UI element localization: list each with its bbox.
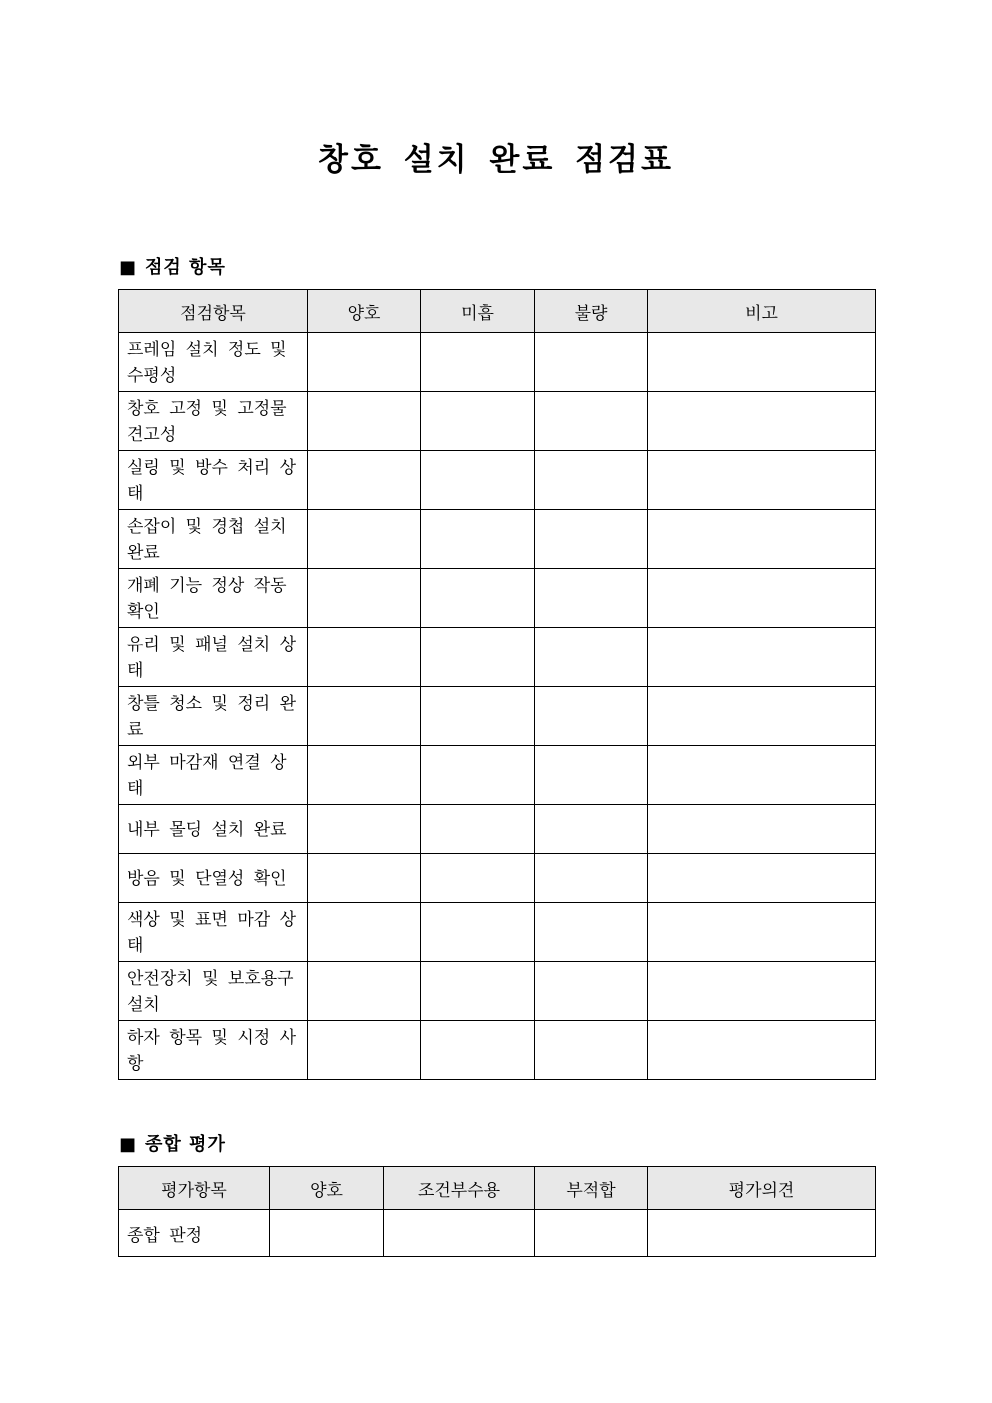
header-inspection-item: 점검항목 xyxy=(119,290,308,333)
item-label: 유리 및 패널 설치 상태 xyxy=(119,628,308,687)
cell-defective[interactable] xyxy=(535,1021,648,1080)
cell-good[interactable] xyxy=(308,392,421,451)
cell-good[interactable] xyxy=(270,1210,384,1257)
cell-defective[interactable] xyxy=(535,746,648,805)
cell-defective[interactable] xyxy=(535,333,648,392)
cell-remarks[interactable] xyxy=(648,962,876,1021)
table-row xyxy=(119,392,876,451)
item-label: 창틀 청소 및 정리 완료 xyxy=(119,687,308,746)
cell-insufficient[interactable] xyxy=(421,510,535,569)
cell-insufficient[interactable] xyxy=(421,903,535,962)
header-good: 양호 xyxy=(308,290,421,333)
section-heading-overall-evaluation xyxy=(119,1130,226,1156)
header-good: 양호 xyxy=(270,1167,384,1210)
table-row xyxy=(119,451,876,510)
cell-good[interactable] xyxy=(308,687,421,746)
cell-defective[interactable] xyxy=(535,392,648,451)
document-title: 창호 설치 완료 점검표 xyxy=(318,142,674,178)
item-label: 실링 및 방수 처리 상태 xyxy=(119,451,308,510)
cell-good[interactable] xyxy=(308,805,421,854)
square-bullet-icon: ■ xyxy=(119,1134,138,1155)
cell-insufficient[interactable] xyxy=(421,451,535,510)
item-label: 프레임 설치 정도 및 수평성 xyxy=(119,333,308,392)
cell-insufficient[interactable] xyxy=(421,805,535,854)
item-label: 종합 판정 xyxy=(119,1210,270,1257)
table-row xyxy=(119,805,876,854)
cell-remarks[interactable] xyxy=(648,1021,876,1080)
cell-remarks[interactable] xyxy=(648,903,876,962)
cell-remarks[interactable] xyxy=(648,746,876,805)
section-heading-text: 점검 항목 xyxy=(145,257,226,278)
cell-good[interactable] xyxy=(308,903,421,962)
cell-good[interactable] xyxy=(308,569,421,628)
cell-good[interactable] xyxy=(308,510,421,569)
table-row xyxy=(119,510,876,569)
cell-good[interactable] xyxy=(308,962,421,1021)
item-label: 창호 고정 및 고정물 견고성 xyxy=(119,392,308,451)
item-label: 하자 항목 및 시정 사항 xyxy=(119,1021,308,1080)
table-row xyxy=(119,903,876,962)
table-header-row xyxy=(119,290,876,333)
item-label: 내부 몰딩 설치 완료 xyxy=(119,805,308,854)
item-label: 개폐 기능 정상 작동 확인 xyxy=(119,569,308,628)
item-label: 안전장치 및 보호용구 설치 xyxy=(119,962,308,1021)
cell-remarks[interactable] xyxy=(648,805,876,854)
cell-conditional-acceptance[interactable] xyxy=(384,1210,535,1257)
evaluation-table xyxy=(118,1166,876,1257)
cell-defective[interactable] xyxy=(535,903,648,962)
header-conditional-acceptance: 조건부수용 xyxy=(384,1167,535,1210)
cell-remarks[interactable] xyxy=(648,392,876,451)
cell-remarks[interactable] xyxy=(648,451,876,510)
cell-defective[interactable] xyxy=(535,451,648,510)
header-evaluation-item: 평가항목 xyxy=(119,1167,270,1210)
cell-good[interactable] xyxy=(308,451,421,510)
cell-remarks[interactable] xyxy=(648,569,876,628)
cell-nonconforming[interactable] xyxy=(535,1210,648,1257)
cell-insufficient[interactable] xyxy=(421,628,535,687)
table-row xyxy=(119,1210,876,1257)
cell-insufficient[interactable] xyxy=(421,687,535,746)
cell-good[interactable] xyxy=(308,1021,421,1080)
cell-remarks[interactable] xyxy=(648,854,876,903)
cell-remarks[interactable] xyxy=(648,628,876,687)
cell-defective[interactable] xyxy=(535,962,648,1021)
cell-defective[interactable] xyxy=(535,510,648,569)
cell-remarks[interactable] xyxy=(648,687,876,746)
cell-defective[interactable] xyxy=(535,569,648,628)
cell-insufficient[interactable] xyxy=(421,746,535,805)
item-label: 색상 및 표면 마감 상태 xyxy=(119,903,308,962)
cell-defective[interactable] xyxy=(535,687,648,746)
table-row xyxy=(119,962,876,1021)
item-label: 외부 마감재 연결 상태 xyxy=(119,746,308,805)
header-remarks: 비고 xyxy=(648,290,876,333)
cell-good[interactable] xyxy=(308,333,421,392)
table-row xyxy=(119,746,876,805)
inspection-table xyxy=(118,289,876,1080)
cell-insufficient[interactable] xyxy=(421,1021,535,1080)
square-bullet-icon: ■ xyxy=(119,257,138,278)
cell-evaluation-opinion[interactable] xyxy=(648,1210,876,1257)
section-heading-inspection-items xyxy=(119,253,226,279)
header-nonconforming: 부적합 xyxy=(535,1167,648,1210)
cell-defective[interactable] xyxy=(535,854,648,903)
cell-good[interactable] xyxy=(308,746,421,805)
header-defective: 불량 xyxy=(535,290,648,333)
section-heading-text: 종합 평가 xyxy=(145,1134,226,1155)
cell-remarks[interactable] xyxy=(648,510,876,569)
cell-defective[interactable] xyxy=(535,628,648,687)
cell-good[interactable] xyxy=(308,854,421,903)
cell-remarks[interactable] xyxy=(648,333,876,392)
table-row xyxy=(119,854,876,903)
table-row xyxy=(119,569,876,628)
cell-insufficient[interactable] xyxy=(421,333,535,392)
table-row xyxy=(119,333,876,392)
header-evaluation-opinion: 평가의견 xyxy=(648,1167,876,1210)
header-insufficient: 미흡 xyxy=(421,290,535,333)
cell-insufficient[interactable] xyxy=(421,392,535,451)
cell-insufficient[interactable] xyxy=(421,962,535,1021)
cell-insufficient[interactable] xyxy=(421,854,535,903)
table-header-row xyxy=(119,1167,876,1210)
table-row xyxy=(119,687,876,746)
item-label: 방음 및 단열성 확인 xyxy=(119,854,308,903)
cell-insufficient[interactable] xyxy=(421,569,535,628)
item-label: 손잡이 및 경첩 설치 완료 xyxy=(119,510,308,569)
cell-defective[interactable] xyxy=(535,805,648,854)
table-row xyxy=(119,1021,876,1080)
cell-good[interactable] xyxy=(308,628,421,687)
table-row xyxy=(119,628,876,687)
